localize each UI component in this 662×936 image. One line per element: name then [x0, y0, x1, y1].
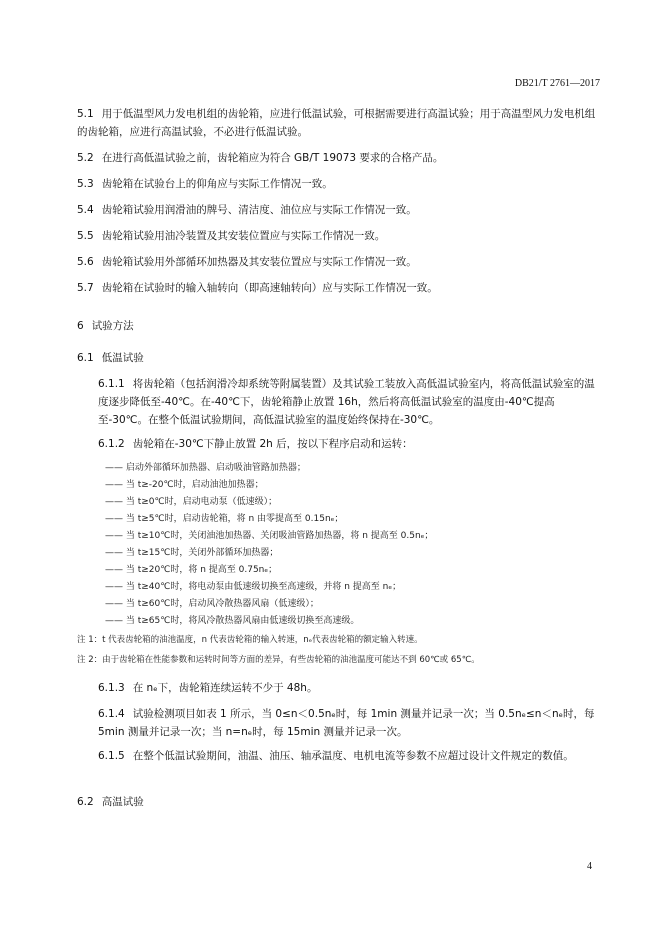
procedure-step: —— 当 t≥5℃时，启动齿轮箱，将 n 由零提高至 0.15nₑ；: [105, 514, 344, 524]
procedure-step: —— 当 t≥15℃时，关闭外部循环加热器；: [105, 548, 279, 558]
clause-5-4: [77, 201, 597, 219]
section-title: 低温试验: [101, 352, 144, 364]
procedure-step: —— 当 t≥-20℃时，启动油池加热器；: [105, 480, 264, 490]
paragraph-text: 齿轮箱在-30℃下静止放置 2h 后，按以下程序启动和运转：: [132, 438, 413, 450]
section-title: 试验方法: [91, 320, 134, 332]
clause-text: 齿轮箱试验用油冷装置及其安装位置应与实际工作情况一致。: [101, 230, 386, 242]
clause-number: 5.4: [77, 204, 94, 216]
paragraph-number: 6.1.1: [98, 378, 125, 390]
clause-text: 齿轮箱在试验时的输入轴转向（即高速轴转向）应与实际工作情况一致。: [101, 282, 438, 294]
paragraph-text: 在 nₑ下，齿轮箱连续运转不少于 48h。: [132, 682, 318, 694]
clause-number: 5.1: [77, 108, 94, 120]
procedure-step: —— 当 t≥60℃时，启动风冷散热器风扇（低速级）；: [105, 599, 319, 609]
paragraph-text: 在整个低温试验期间，油温、油压、轴承温度、电机电流等参数不应超过设计文件规定的数值。: [132, 750, 574, 762]
section-6-2-heading: [77, 793, 597, 811]
paragraph-number: 6.1.3: [98, 682, 125, 694]
section-number: 6.1: [77, 352, 94, 364]
procedure-step: —— 当 t≥10℃时，关闭油池加热器、关闭吸油管路加热器，将 n 提高至 0.5nₑ；: [105, 531, 434, 541]
paragraph-number: 6.1.5: [98, 750, 125, 762]
clause-text: 齿轮箱在试验台上的仰角应与实际工作情况一致。: [101, 178, 333, 190]
section-number: 6: [77, 320, 84, 332]
procedure-step: —— 当 t≥65℃时，将风冷散热器风扇由低速级切换至高速级。: [105, 616, 360, 626]
procedure-step: —— 当 t≥20℃时，将 n 提高至 0.75nₑ；: [105, 565, 278, 575]
procedure-step: —— 启动外部循环加热器、启动吸油管路加热器；: [105, 463, 306, 473]
paragraph-text: 将齿轮箱（包括润滑冷却系统等附属装置）及其试验工装放入高低温试验室内，将高低温试验室的温度逐步降低至-40℃。在-40℃下，齿轮箱静止放置 16h，然后将高低温试验室的温度由-40℃提高至-30℃。在整个低温试验期间，高低温试验室的温度始终保持在-30℃。: [98, 378, 595, 426]
section-6-heading: [77, 317, 597, 335]
clause-5-3: [77, 175, 597, 193]
clause-number: 5.7: [77, 282, 94, 294]
clause-5-7: [77, 279, 597, 297]
paragraph-6-1-2: [98, 435, 598, 453]
clause-number: 5.6: [77, 256, 94, 268]
clause-5-6: [77, 253, 597, 271]
paragraph-text: 试验检测项目如表 1 所示，当 0≤n＜0.5nₑ时，每 1min 测量并记录一次；当 0.5nₑ≤n＜nₑ时，每 5min 测量并记录一次；当 n=nₑ时，每 15min 测量并记录一次。: [98, 708, 595, 738]
clause-number: 5.3: [77, 178, 94, 190]
paragraph-number: 6.1.2: [98, 438, 125, 450]
clause-text: 用于低温型风力发电机组的齿轮箱，应进行低温试验，可根据需要进行高温试验；用于高温型风力发电机组的齿轮箱，应进行高温试验，不必进行低温试验。: [77, 108, 596, 138]
note-2: 注 2：由于齿轮箱在性能参数和运转时间等方面的差异，有些齿轮箱的油池温度可能达不到 60℃或 65℃。: [77, 655, 480, 665]
section-6-1-heading: [77, 349, 597, 367]
paragraph-6-1-4: [98, 705, 598, 741]
paragraph-6-1-5: [98, 747, 598, 765]
clause-number: 5.5: [77, 230, 94, 242]
clause-text: 齿轮箱试验用外部循环加热器及其安装位置应与实际工作情况一致。: [101, 256, 417, 268]
clause-5-1: [77, 105, 597, 141]
procedure-step: —— 当 t≥40℃时，将电动泵由低速级切换至高速级，并将 n 提高至 nₑ；: [105, 582, 402, 592]
procedure-step: —— 当 t≥0℃时，启动电动泵（低速级）；: [105, 497, 278, 507]
clause-text: 在进行高低温试验之前，齿轮箱应为符合 GB/T 19073 要求的合格产品。: [101, 152, 444, 164]
clause-number: 5.2: [77, 152, 94, 164]
document-id-header: DB21/T 2761—2017: [514, 78, 600, 89]
clause-5-5: [77, 227, 597, 245]
section-title: 高温试验: [101, 796, 144, 808]
page-number: 4: [587, 861, 592, 872]
paragraph-6-1-1: [98, 375, 598, 429]
note-1: 注 1：t 代表齿轮箱的油池温度，n 代表齿轮箱的输入转速，nₑ代表齿轮箱的额定输入转速。: [77, 635, 423, 645]
section-number: 6.2: [77, 796, 94, 808]
clause-5-2: [77, 149, 597, 167]
paragraph-6-1-3: [98, 679, 598, 697]
clause-text: 齿轮箱试验用润滑油的牌号、清洁度、油位应与实际工作情况一致。: [101, 204, 417, 216]
paragraph-number: 6.1.4: [98, 708, 125, 720]
